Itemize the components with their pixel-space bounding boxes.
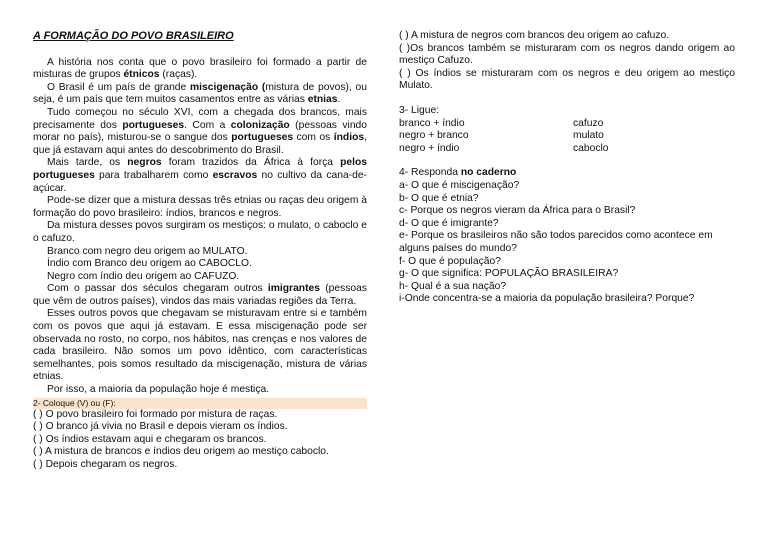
question-item: b- O que é etnia? [399,192,479,204]
right-column [399,30,735,306]
paragraph-4: Mais tarde, os negros foram trazidos da África à força pelos portugueses para trabalharem como escravos no cultivo da cana-de-açúcar. [33,157,368,194]
true-false-item: ( ) O povo brasileiro foi formado por mistura de raças. [33,408,278,420]
ligue-row [399,130,735,143]
paragraph-5: Pode-se dizer que a mistura dessas três etnias ou raças deu origem à formação do povo brasileiro: índios, brancos e negros. [33,195,367,219]
true-false-item: ( ) Depois chegaram os negros. [33,459,178,470]
ligue-right: cafuzo [573,117,604,129]
ligue-left: negro + índio [399,142,460,154]
question-item: f- O que é população? [399,255,501,267]
question-item: e- Porque os brasileiros não são todos parecidos como acontece em alguns países do mundo? [399,230,713,254]
ligue-left: branco + índio [399,117,465,129]
paragraph-7: Com o passar dos séculos chegaram outros imigrantes (pessoas que vêm de outros países), vindos das mais variadas regiões da Terra. [33,283,367,307]
paragraph-1: A história nos conta que o povo brasileiro foi formado a partir de misturas de grupos étnicos (raças). [33,56,367,81]
question-item: h- Qual é a sua nação? [399,280,507,292]
question-item: i-Onde concentra-se a maioria da população brasileira? Porque? [399,293,695,305]
mestico-mulato: Branco com negro deu origem ao MULATO. [47,245,248,257]
ligue-row [399,143,735,156]
true-false-item: ( ) A mistura de brancos e índios deu origem ao mestiço caboclo. [33,446,329,458]
paragraph-6: Da mistura desses povos surgiram os mestiços: o mulato, o caboclo e o cafuzo. [33,220,367,244]
true-false-item: ( )Os brancos também se misturaram com os negros dando origem ao mestiço Cafuzo. [399,42,735,67]
section-3-heading: 3- Ligue: [399,104,440,116]
true-false-item: ( ) Os índios estavam aqui e chegaram os brancos. [33,433,267,445]
question-item: c- Porque os negros vieram da África para o Brasil? [399,205,636,217]
true-false-item: ( ) A mistura de negros com brancos deu origem ao cafuzo. [399,30,670,41]
paragraph-9: Por isso, a maioria da população hoje é mestiça. [47,384,270,396]
section-2-heading: 2- Coloque (V) ou (F): [33,398,367,409]
paragraph-2: O Brasil é um país de grande miscigenação (mistura de povos), ou seja, é um país que tem muitos casamentos entre as várias etnias. [33,81,367,106]
mestico-caboclo: Índio com Branco deu origem ao CABOCLO. [47,258,252,270]
ligue-left: negro + branco [399,130,469,142]
mestico-cafuzo: Negro com índio deu origem ao CAFUZO. [47,270,240,282]
left-column [33,30,367,472]
question-item: d- O que é imigrante? [399,217,499,229]
paragraph-8: Esses outros povos que chegavam se misturavam entre si e também com os povos que aqui já estavam. E essa miscigenação pode ser observada no rosto, no corpo, nos hábitos, nas crenças e nos valores de cada brasileiro. Não somos um povo idêntico, com características semelhantes, pois somos resultado da miscigenação, mistura de várias etnias. [33,308,367,383]
true-false-item: ( ) O branco já vivia no Brasil e depois vieram os índios. [33,421,288,433]
question-item: a- O que é miscigenação? [399,179,520,191]
ligue-right: caboclo [573,142,609,154]
question-item: g- O que significa: POPULAÇÃO BRASILEIRA? [399,268,619,280]
page-title: A FORMAÇÃO DO POVO BRASILEIRO [33,30,234,42]
ligue-row [399,118,735,131]
ligue-right: mulato [573,130,604,142]
section-4-heading: 4- Responda no caderno [399,167,517,179]
true-false-item: ( ) Os índios se misturaram com os negros e deu origem ao mestiço Mulato. [399,67,735,92]
paragraph-3: Tudo começou no século XVI, com a chegada dos brancos, mais precisamente dos portugueses. Com a colonização (pessoas vindo morar no país), misturou-se o sangue dos portugueses com os índios, que já estavam aqui antes do descobrimento do Brasil. [33,106,368,156]
